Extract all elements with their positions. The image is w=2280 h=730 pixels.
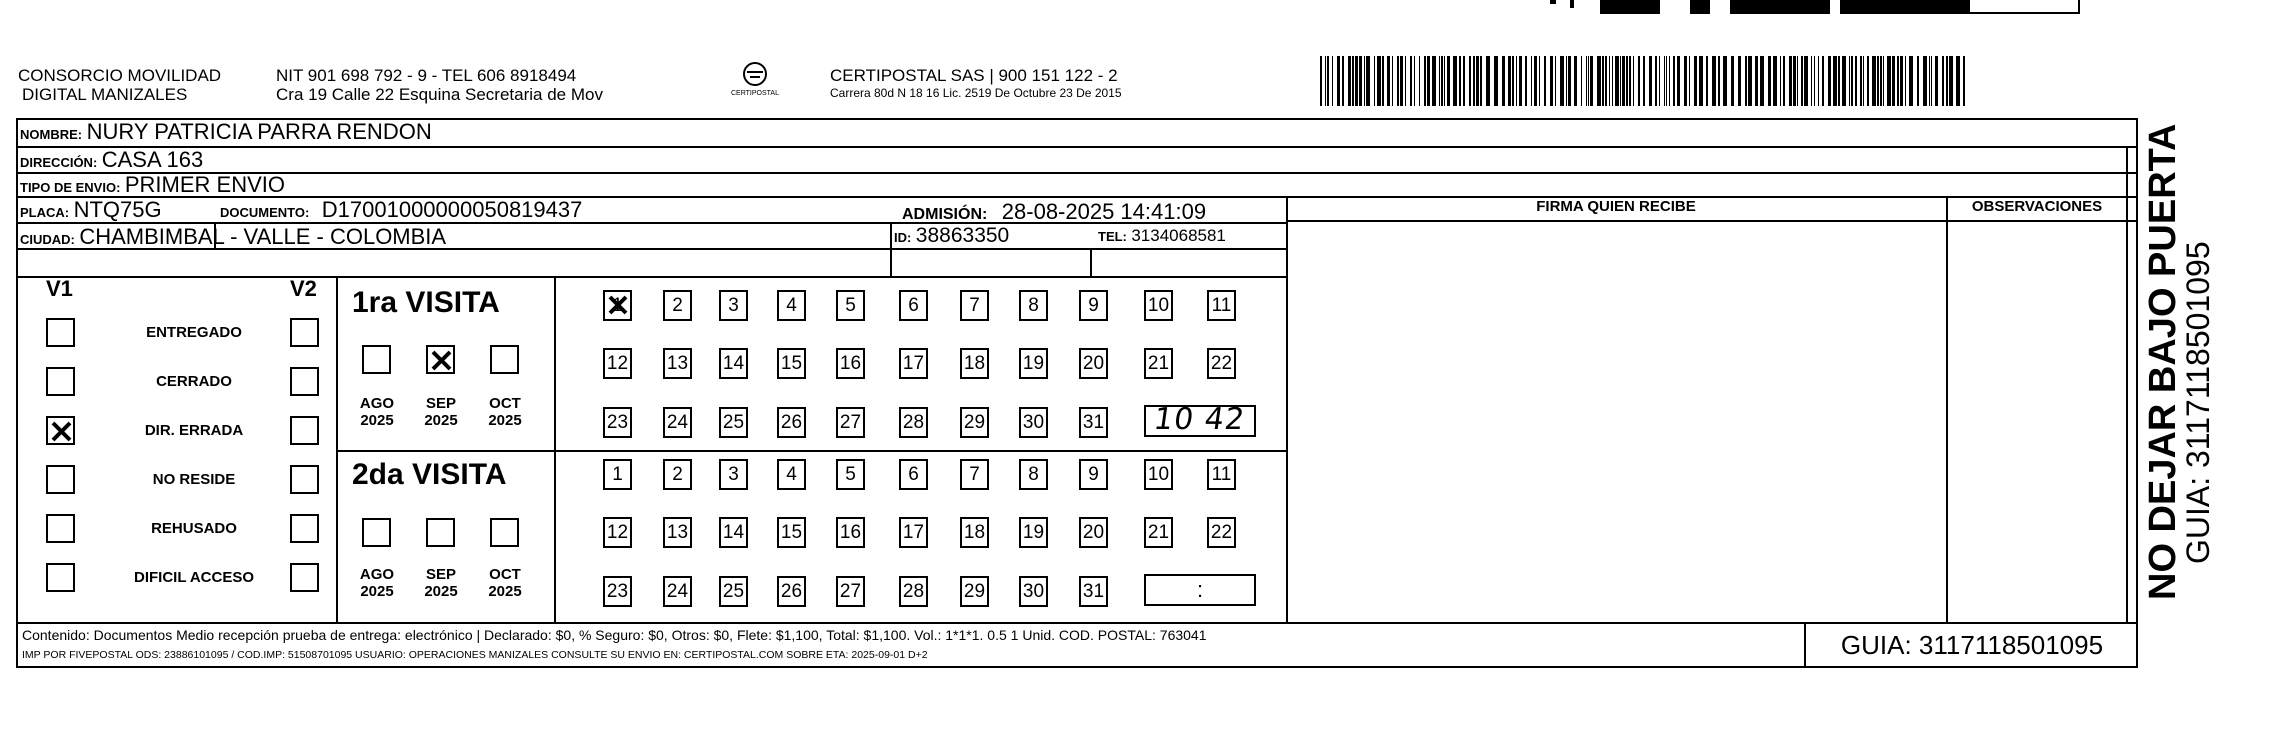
certipostal-logo	[720, 60, 790, 102]
nombre-value: NURY PATRICIA PARRA RENDON	[86, 119, 432, 144]
day-box-2-16[interactable]: 16	[836, 517, 865, 548]
direccion-row	[20, 147, 203, 173]
documento-value: D17001000000050819437	[321, 197, 583, 222]
month-checkbox-2-3[interactable]	[490, 518, 519, 547]
month-label-2-1: AGO 2025	[359, 566, 395, 600]
day-box-1-13[interactable]: 13	[663, 348, 692, 379]
status-label-6: DIFICIL ACCESO	[133, 569, 254, 586]
company-line1: CONSORCIO MOVILIDAD	[18, 66, 222, 85]
day-box-2-3[interactable]: 3	[719, 459, 748, 490]
day-box-2-14[interactable]: 14	[719, 517, 748, 548]
day-box-2-26[interactable]: 26	[777, 576, 806, 607]
day-box-1-16[interactable]: 16	[836, 348, 865, 379]
direccion-label: DIRECCIÓN:	[20, 155, 98, 170]
month-checkbox-2-1[interactable]	[362, 518, 391, 547]
v2-checkbox-5[interactable]	[290, 514, 319, 543]
footer-imp: IMP POR FIVEPOSTAL ODS: 23886101095 / COD.IMP: 51508701095 USUARIO: OPERACIONES MANIZALES CONSULTE SU ENVIO EN: CERTIPOSTAL.COM SOBRE ETA: 2025-09-01 D+2	[22, 649, 928, 661]
observaciones-label: OBSERVACIONES	[1971, 198, 2103, 215]
placa-field	[20, 197, 162, 223]
day-box-1-3[interactable]: 3	[719, 290, 748, 321]
month-checkbox-1-2[interactable]	[426, 345, 455, 374]
day-box-2-31[interactable]: 31	[1079, 576, 1108, 607]
v2-checkbox-3[interactable]	[290, 416, 319, 445]
tipo-envio-label: TIPO DE ENVIO:	[20, 180, 121, 195]
month-label-2-3: OCT 2025	[488, 566, 522, 600]
day-box-2-12[interactable]: 12	[603, 517, 632, 548]
day-box-2-19[interactable]: 19	[1019, 517, 1048, 548]
id-field	[894, 224, 1009, 248]
tipo-envio-value: PRIMER ENVIO	[124, 172, 285, 197]
month-label-1-2: SEP 2025	[424, 395, 458, 429]
check-x-icon	[49, 419, 74, 444]
first-visit-label: 1ra VISITA	[352, 286, 500, 319]
v2-checkbox-2[interactable]	[290, 367, 319, 396]
day-box-2-17[interactable]: 17	[899, 517, 928, 548]
nit-block	[276, 66, 603, 104]
v1-checkbox-1[interactable]	[46, 318, 75, 347]
day-box-1-11[interactable]: 11	[1207, 290, 1236, 321]
day-box-2-21[interactable]: 21	[1144, 517, 1173, 548]
month-label-2-2: SEP 2025	[424, 566, 458, 600]
admision-label: ADMISIÓN:	[902, 206, 988, 223]
day-box-1-25[interactable]: 25	[719, 407, 748, 438]
admision-value: 28-08-2025 14:41:09	[1001, 199, 1207, 224]
day-box-1-10[interactable]: 10	[1144, 290, 1173, 321]
day-box-2-18[interactable]: 18	[960, 517, 989, 548]
nit-line2: Cra 19 Calle 22 Esquina Secretaria de Mov	[276, 85, 603, 104]
top-barcode-fragment	[1530, 0, 2130, 16]
no-dejar-warning: NO DEJAR BAJO PUERTA	[2142, 123, 2184, 600]
barcode	[1320, 56, 1970, 106]
day-box-2-2[interactable]: 2	[663, 459, 692, 490]
day-number: 1	[612, 295, 623, 316]
day-box-1-27[interactable]: 27	[836, 407, 865, 438]
v2-checkbox-4[interactable]	[290, 465, 319, 494]
day-box-2-24[interactable]: 24	[663, 576, 692, 607]
day-box-1-28[interactable]: 28	[899, 407, 928, 438]
v1-checkbox-6[interactable]	[46, 563, 75, 592]
first-visit-time: 10 42	[1151, 402, 1248, 437]
day-box-1-1[interactable]	[603, 290, 632, 321]
v1-checkbox-4[interactable]	[46, 465, 75, 494]
day-box-1-9[interactable]: 9	[1079, 290, 1108, 321]
month-checkbox-2-2[interactable]	[426, 518, 455, 547]
tipo-envio-row	[20, 172, 285, 198]
documento-label: DOCUMENTO:	[220, 205, 310, 220]
day-box-1-12[interactable]: 12	[603, 348, 632, 379]
tel-value: 3134068581	[1131, 226, 1226, 245]
check-x-icon	[606, 293, 630, 317]
day-box-1-21[interactable]: 21	[1144, 348, 1173, 379]
barcode-fragment-svg	[1530, 0, 2130, 16]
footer-guia: GUIA: 3117118501095	[1840, 630, 2104, 660]
day-box-2-25[interactable]: 25	[719, 576, 748, 607]
v1-label: V1	[46, 276, 73, 301]
day-box-2-1[interactable]: 1	[603, 459, 632, 490]
documento-field	[220, 197, 582, 223]
tel-field	[1098, 226, 1226, 246]
carrier-block	[830, 66, 1122, 101]
day-box-2-27[interactable]: 27	[836, 576, 865, 607]
tel-label: TEL:	[1098, 229, 1127, 244]
month-checkbox-1-1[interactable]	[362, 345, 391, 374]
day-box-2-23[interactable]: 23	[603, 576, 632, 607]
day-box-1-26[interactable]: 26	[777, 407, 806, 438]
day-box-1-23[interactable]: 23	[603, 407, 632, 438]
month-label-1-3: OCT 2025	[488, 395, 522, 429]
day-box-1-20[interactable]: 20	[1079, 348, 1108, 379]
status-label-2: CERRADO	[156, 373, 232, 390]
admision-field	[902, 199, 1206, 225]
v2-label: V2	[290, 276, 317, 301]
day-box-1-5[interactable]: 5	[836, 290, 865, 321]
day-box-1-17[interactable]: 17	[899, 348, 928, 379]
ciudad-field	[20, 224, 446, 250]
v1-checkbox-5[interactable]	[46, 514, 75, 543]
firma-label: FIRMA QUIEN RECIBE	[1536, 198, 1696, 215]
footer-contenido: Contenido: Documentos Medio recepción prueba de entrega: electrónico | Declarado: $0, % Seguro: $0, Otros: $0, Flete: $1,100, Total: $1,100. Vol.: 1*1*1. 0.5 1 Unid. COD. POSTAL: 763041	[22, 627, 1207, 643]
day-box-1-8[interactable]: 8	[1019, 290, 1048, 321]
status-label-5: REHUSADO	[151, 520, 237, 537]
day-box-2-13[interactable]: 13	[663, 517, 692, 548]
v2-checkbox-1[interactable]	[290, 318, 319, 347]
status-label-3: DIR. ERRADA	[144, 422, 244, 439]
barcode-svg	[1320, 56, 1970, 106]
nit-line1: NIT 901 698 792 - 9 - TEL 606 8918494	[276, 66, 577, 85]
day-box-1-2[interactable]: 2	[663, 290, 692, 321]
status-label-1: ENTREGADO	[146, 324, 242, 341]
day-box-2-6[interactable]: 6	[899, 459, 928, 490]
day-box-1-4[interactable]: 4	[777, 290, 806, 321]
day-box-1-29[interactable]: 29	[960, 407, 989, 438]
id-value: 38863350	[915, 224, 1010, 247]
second-visit-time: :	[1196, 577, 1204, 602]
nombre-label: NOMBRE:	[20, 127, 83, 142]
day-box-2-29[interactable]: 29	[960, 576, 989, 607]
month-label-1-1: AGO 2025	[359, 395, 395, 429]
check-x-icon	[429, 348, 454, 373]
day-box-1-30[interactable]: 30	[1019, 407, 1048, 438]
day-box-2-20[interactable]: 20	[1079, 517, 1108, 548]
v1-checkbox-3[interactable]	[46, 416, 75, 445]
second-visit-label: 2da VISITA	[352, 458, 507, 491]
first-visit-time-box[interactable]	[1144, 402, 1256, 437]
day-box-2-30[interactable]: 30	[1019, 576, 1048, 607]
company-name	[18, 66, 221, 104]
day-box-2-9[interactable]: 9	[1079, 459, 1108, 490]
day-box-1-7[interactable]: 7	[960, 290, 989, 321]
day-box-1-22[interactable]: 22	[1207, 348, 1236, 379]
day-box-1-24[interactable]: 24	[663, 407, 692, 438]
month-checkbox-1-3[interactable]	[490, 345, 519, 374]
ciudad-value: CHAMBIMBAL - VALLE - COLOMBIA	[79, 224, 447, 249]
guia-vertical: GUIA: 3117118501095	[2180, 241, 2216, 564]
day-box-2-4[interactable]: 4	[777, 459, 806, 490]
v2-checkbox-6[interactable]	[290, 563, 319, 592]
placa-label: PLACA:	[20, 205, 70, 220]
logo-text: CERTIPOSTAL	[731, 90, 779, 97]
day-box-1-6[interactable]: 6	[899, 290, 928, 321]
day-box-2-11[interactable]: 11	[1207, 459, 1236, 490]
day-box-2-8[interactable]: 8	[1019, 459, 1048, 490]
status-label-4: NO RESIDE	[152, 471, 236, 488]
carrier-line1: CERTIPOSTAL SAS | 900 151 122 - 2	[830, 66, 1118, 85]
day-box-2-22[interactable]: 22	[1207, 517, 1236, 548]
day-box-2-15[interactable]: 15	[777, 517, 806, 548]
carrier-line2: Carrera 80d N 18 16 Lic. 2519 De Octubre 23 De 2015	[830, 86, 1122, 100]
day-box-2-28[interactable]: 28	[899, 576, 928, 607]
day-box-1-31[interactable]: 31	[1079, 407, 1108, 438]
day-box-2-7[interactable]: 7	[960, 459, 989, 490]
day-box-1-15[interactable]: 15	[777, 348, 806, 379]
day-box-2-10[interactable]: 10	[1144, 459, 1173, 490]
direccion-value: CASA 163	[101, 147, 204, 172]
second-visit-time-box[interactable]	[1144, 574, 1256, 606]
day-box-2-5[interactable]: 5	[836, 459, 865, 490]
day-box-1-19[interactable]: 19	[1019, 348, 1048, 379]
day-box-1-18[interactable]: 18	[960, 348, 989, 379]
nombre-row	[20, 119, 432, 145]
placa-value: NTQ75G	[73, 197, 162, 222]
day-box-1-14[interactable]: 14	[719, 348, 748, 379]
id-label: ID:	[894, 230, 912, 245]
ciudad-label: CIUDAD:	[20, 232, 75, 247]
v1-checkbox-2[interactable]	[46, 367, 75, 396]
company-line2: DIGITAL MANIZALES	[22, 85, 188, 104]
